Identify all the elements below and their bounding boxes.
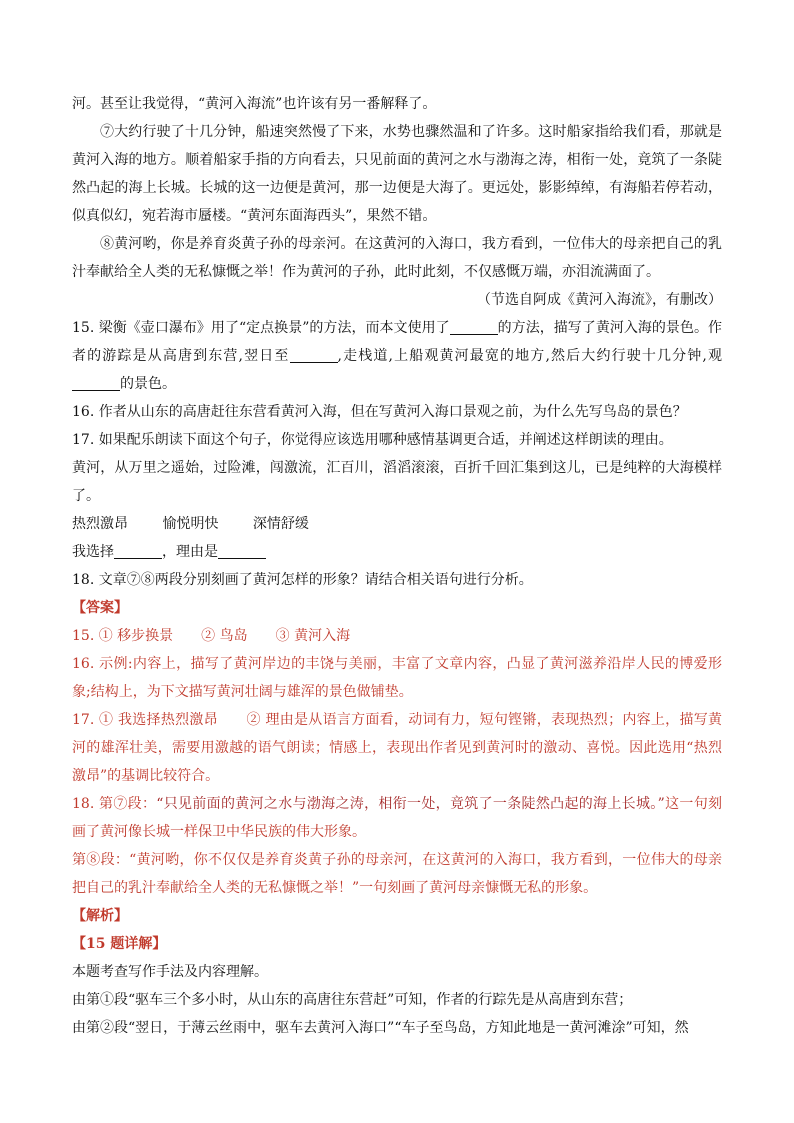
passage-source: （节选自阿成《黄河入海流》，有删改）: [477, 292, 722, 308]
question-17-choice: [72, 538, 722, 566]
answer-15: 15. ① 移步换景 ② 鸟岛 ③ 黄河入海: [72, 628, 351, 644]
analysis-line-2: 由第①段“驱车三个多小时，从山东的高唐往东营赶”可知，作者的行踪先是从高唐到东营；: [72, 992, 633, 1008]
page-content: [72, 90, 722, 1042]
passage-paragraph-8: ⑧黄河哟，你是养育炎黄子孙的母亲河。在这黄河的入海口，我方看到，一位伟大的母亲把自己的乳汁奉献给全人类的无私慷慨之举！作为黄河的子孙，此时此刻，不仅感慨万端，亦泪流满面了。: [72, 236, 722, 280]
analysis-15-heading: 【15 题详解】: [72, 936, 167, 952]
question-18: 18. 文章⑦⑧两段分别刻画了黄河怎样的形象？请结合相关语句进行分析。: [72, 572, 533, 588]
answer-18-p8-text: “黄河哟，你不仅仅是养育炎黄子孙的母亲河，在这黄河的入海口，我方看到，一位伟大的母亲把自己的乳汁奉献给全人类的无私慷慨之举！”一句刻画了黄河母亲慷慨无私的形象。: [72, 852, 723, 896]
answer-17: 17. ① 我选择热烈激昂 ② 理由是从语言方面看，动词有力，短句铿锵，表现热烈；内容上，描写黄河的雄浑壮美，需要用激越的语气朗读；情感上，表现出作者见到黄河时的激动、喜悦。因此选用“热烈激昂”的基调比较符合。: [72, 712, 722, 784]
answer-blank[interactable]: [218, 542, 266, 559]
reason-label: ，理由是: [162, 544, 218, 560]
question-15-text-d: 的景色。: [120, 376, 176, 392]
answer-18-p7-label: 18. 第⑦段：: [72, 796, 157, 812]
answer-18-p7-quote: “只见前面的黄河之水与渤海之涛，相衔一处，竟筑了一条陡然凸起的海上长城。”: [156, 796, 665, 812]
question-17-sentence: 黄河，从万里之遥始，过险滩，闯激流，汇百川，滔滔滚滚，百折千回汇集到这儿，已是纯粹的大海模样了。: [72, 460, 722, 504]
answer-18-paragraph-7: [72, 790, 722, 846]
answer-18-paragraph-8: [72, 846, 722, 902]
answer-blank[interactable]: [72, 374, 120, 391]
question-15-text-c: ,走栈道,上船观黄河最宽的地方,然后大约行驶十几分钟,观: [337, 348, 722, 364]
analysis-line-1: 本题考查写作手法及内容理解。: [72, 964, 268, 980]
question-15-text-a: 15. 梁衡《壶口瀑布》用了“定点换景”的方法，而本文使用了: [72, 320, 450, 336]
question-15-text-b: 的方法，描写了黄河入海的景色。作者的游踪是从高唐到东营,翌日至: [72, 320, 723, 364]
choice-label: 我选择: [72, 544, 114, 560]
option-3: 深情舒缓: [252, 516, 309, 532]
option-2: 愉悦明快: [162, 516, 219, 532]
answer-18-p7-tail: 这一句刻画了黄河像长城一样保卫中华民族的伟大形象。: [72, 796, 723, 840]
passage-paragraph-7: ⑦大约行驶了十几分钟，船速突然慢了下来，水势也骤然温和了许多。这时船家指给我们看，那就是黄河入海的地方。顺着船家手指的方向看去，只见前面的黄河之水与渤海之涛，相衔一处，竟筑了一条陡然凸起的海上长城。长城的这一边便是黄河，那一边便是大海了。更远处，影影绰绰，有海船若停若动，似真似幻，宛若海市蜃楼。“黄河东面海西头”，果然不错。: [72, 124, 722, 224]
question-15: [72, 314, 722, 398]
question-17-options: [72, 510, 722, 538]
answer-heading: 【答案】: [72, 600, 128, 616]
answer-18-p8-label: 第⑧段：: [72, 852, 130, 868]
analysis-line-3: 由第②段“翌日，于薄云丝雨中，驱车去黄河入海口”“车子至鸟岛，方知此地是一黄河滩涂”可知，然: [72, 1020, 689, 1036]
question-17: 17. 如果配乐朗读下面这个句子，你觉得应该选用哪种感情基调更合适，并阐述这样朗读的理由。: [72, 432, 673, 448]
answer-blank[interactable]: [450, 318, 498, 335]
question-16: 16. 作者从山东的高唐赶往东营看黄河入海，但在写黄河入海口景观之前，为什么先写鸟岛的景色？: [72, 404, 687, 420]
option-1: 热烈激昂: [72, 516, 128, 532]
analysis-heading: 【解析】: [72, 908, 128, 924]
answer-blank[interactable]: [290, 346, 338, 363]
passage-line-0: 河。甚至让我觉得，“黄河入海流”也许该有另一番解释了。: [72, 96, 437, 112]
answer-blank[interactable]: [114, 542, 162, 559]
answer-16: 16. 示例:内容上，描写了黄河岸边的丰饶与美丽，丰富了文章内容，凸显了黄河滋养沿岸人民的博爱形象;结构上，为下文描写黄河壮阔与雄浑的景色做铺垫。: [72, 656, 722, 700]
